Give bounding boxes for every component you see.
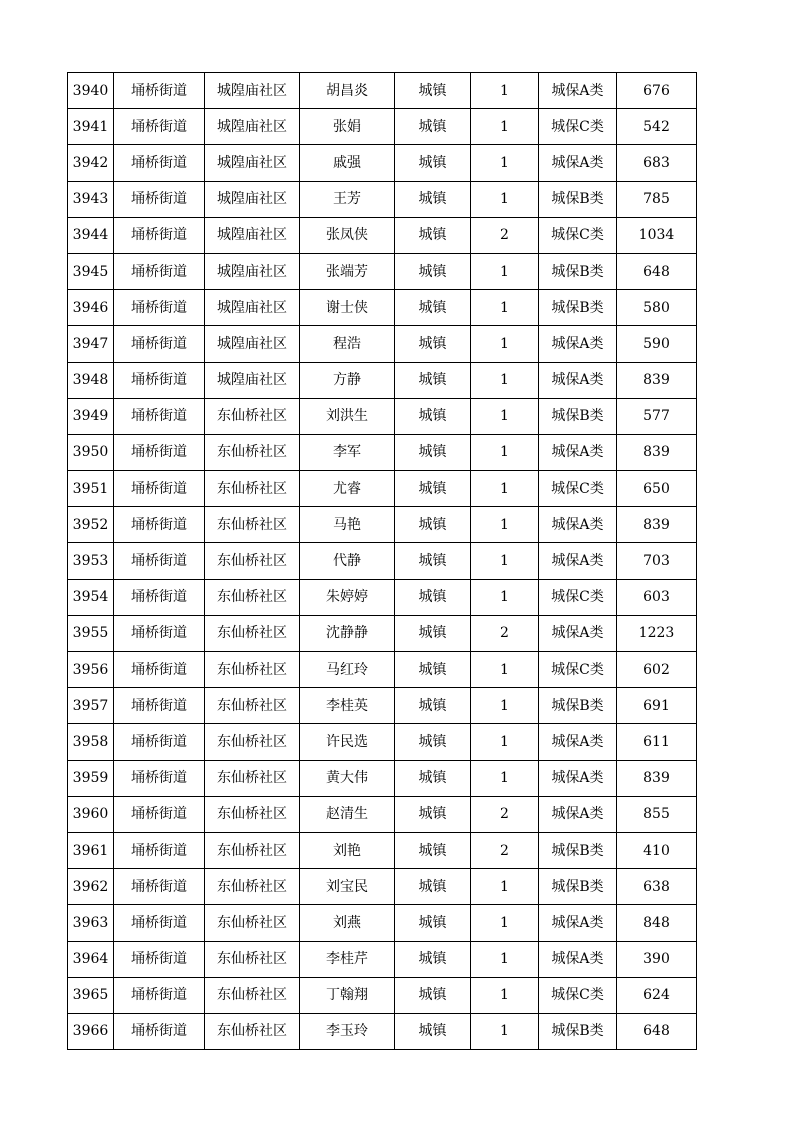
amount-cell: 839 [617, 434, 697, 470]
record-number-cell: 3944 [68, 217, 114, 253]
community-cell: 东仙桥社区 [205, 615, 300, 651]
community-cell: 城隍庙社区 [205, 145, 300, 181]
community-cell: 城隍庙社区 [205, 181, 300, 217]
amount-cell: 839 [617, 362, 697, 398]
street-cell: 埇桥街道 [114, 507, 205, 543]
amount-cell: 542 [617, 109, 697, 145]
household-type-cell: 城镇 [395, 615, 471, 651]
community-cell: 东仙桥社区 [205, 652, 300, 688]
name-cell: 李玉玲 [300, 1013, 395, 1049]
record-number-cell: 3941 [68, 109, 114, 145]
street-cell: 埇桥街道 [114, 434, 205, 470]
household-type-cell: 城镇 [395, 869, 471, 905]
street-cell: 埇桥街道 [114, 977, 205, 1013]
table-row [68, 977, 697, 1013]
street-cell: 埇桥街道 [114, 1013, 205, 1049]
member-count-cell: 1 [471, 1013, 539, 1049]
street-cell: 埇桥街道 [114, 796, 205, 832]
category-cell: 城保B类 [539, 869, 617, 905]
community-cell: 城隍庙社区 [205, 217, 300, 253]
amount-cell: 839 [617, 507, 697, 543]
community-cell: 东仙桥社区 [205, 832, 300, 868]
record-number-cell: 3954 [68, 579, 114, 615]
household-type-cell: 城镇 [395, 796, 471, 832]
record-number-cell: 3946 [68, 290, 114, 326]
record-number-cell: 3960 [68, 796, 114, 832]
street-cell: 埇桥街道 [114, 181, 205, 217]
street-cell: 埇桥街道 [114, 579, 205, 615]
amount-cell: 648 [617, 1013, 697, 1049]
street-cell: 埇桥街道 [114, 941, 205, 977]
record-number-cell: 3963 [68, 905, 114, 941]
table-row [68, 434, 697, 470]
community-cell: 东仙桥社区 [205, 398, 300, 434]
street-cell: 埇桥街道 [114, 326, 205, 362]
amount-cell: 590 [617, 326, 697, 362]
community-cell: 城隍庙社区 [205, 253, 300, 289]
member-count-cell: 1 [471, 579, 539, 615]
amount-cell: 602 [617, 652, 697, 688]
member-count-cell: 1 [471, 905, 539, 941]
record-number-cell: 3953 [68, 543, 114, 579]
name-cell: 刘宝民 [300, 869, 395, 905]
community-cell: 东仙桥社区 [205, 434, 300, 470]
record-number-cell: 3962 [68, 869, 114, 905]
street-cell: 埇桥街道 [114, 253, 205, 289]
record-number-cell: 3947 [68, 326, 114, 362]
household-type-cell: 城镇 [395, 905, 471, 941]
table-row [68, 471, 697, 507]
category-cell: 城保B类 [539, 1013, 617, 1049]
name-cell: 赵清生 [300, 796, 395, 832]
table-row [68, 579, 697, 615]
category-cell: 城保B类 [539, 253, 617, 289]
record-number-cell: 3956 [68, 652, 114, 688]
table-row [68, 832, 697, 868]
amount-cell: 638 [617, 869, 697, 905]
category-cell: 城保A类 [539, 724, 617, 760]
category-cell: 城保B类 [539, 290, 617, 326]
community-cell: 东仙桥社区 [205, 905, 300, 941]
member-count-cell: 1 [471, 869, 539, 905]
name-cell: 戚强 [300, 145, 395, 181]
table-row [68, 869, 697, 905]
table-row [68, 217, 697, 253]
household-type-cell: 城镇 [395, 760, 471, 796]
name-cell: 张凤侠 [300, 217, 395, 253]
household-type-cell: 城镇 [395, 471, 471, 507]
category-cell: 城保A类 [539, 796, 617, 832]
name-cell: 刘艳 [300, 832, 395, 868]
community-cell: 东仙桥社区 [205, 760, 300, 796]
household-type-cell: 城镇 [395, 724, 471, 760]
table-row [68, 543, 697, 579]
community-cell: 城隍庙社区 [205, 73, 300, 109]
category-cell: 城保C类 [539, 652, 617, 688]
amount-cell: 848 [617, 905, 697, 941]
member-count-cell: 1 [471, 760, 539, 796]
member-count-cell: 1 [471, 941, 539, 977]
category-cell: 城保A类 [539, 760, 617, 796]
name-cell: 刘洪生 [300, 398, 395, 434]
member-count-cell: 2 [471, 217, 539, 253]
amount-cell: 1223 [617, 615, 697, 651]
amount-cell: 703 [617, 543, 697, 579]
category-cell: 城保C类 [539, 109, 617, 145]
household-type-cell: 城镇 [395, 217, 471, 253]
household-type-cell: 城镇 [395, 507, 471, 543]
community-cell: 东仙桥社区 [205, 688, 300, 724]
household-type-cell: 城镇 [395, 832, 471, 868]
household-type-cell: 城镇 [395, 290, 471, 326]
name-cell: 马艳 [300, 507, 395, 543]
household-type-cell: 城镇 [395, 145, 471, 181]
record-number-cell: 3955 [68, 615, 114, 651]
community-cell: 城隍庙社区 [205, 290, 300, 326]
table-row [68, 905, 697, 941]
member-count-cell: 1 [471, 253, 539, 289]
member-count-cell: 1 [471, 398, 539, 434]
amount-cell: 1034 [617, 217, 697, 253]
table-row [68, 941, 697, 977]
member-count-cell: 1 [471, 362, 539, 398]
street-cell: 埇桥街道 [114, 471, 205, 507]
category-cell: 城保A类 [539, 326, 617, 362]
amount-cell: 676 [617, 73, 697, 109]
community-cell: 东仙桥社区 [205, 579, 300, 615]
category-cell: 城保B类 [539, 688, 617, 724]
household-type-cell: 城镇 [395, 1013, 471, 1049]
record-number-cell: 3950 [68, 434, 114, 470]
community-cell: 东仙桥社区 [205, 941, 300, 977]
household-type-cell: 城镇 [395, 543, 471, 579]
table-row [68, 73, 697, 109]
name-cell: 代静 [300, 543, 395, 579]
table-row [68, 326, 697, 362]
category-cell: 城保C类 [539, 579, 617, 615]
name-cell: 朱婷婷 [300, 579, 395, 615]
member-count-cell: 2 [471, 796, 539, 832]
community-cell: 东仙桥社区 [205, 869, 300, 905]
category-cell: 城保B类 [539, 181, 617, 217]
amount-cell: 650 [617, 471, 697, 507]
amount-cell: 577 [617, 398, 697, 434]
street-cell: 埇桥街道 [114, 869, 205, 905]
record-number-cell: 3945 [68, 253, 114, 289]
street-cell: 埇桥街道 [114, 905, 205, 941]
record-number-cell: 3966 [68, 1013, 114, 1049]
category-cell: 城保A类 [539, 362, 617, 398]
record-number-cell: 3964 [68, 941, 114, 977]
member-count-cell: 1 [471, 434, 539, 470]
household-type-cell: 城镇 [395, 941, 471, 977]
name-cell: 方静 [300, 362, 395, 398]
community-cell: 东仙桥社区 [205, 796, 300, 832]
member-count-cell: 1 [471, 326, 539, 362]
household-type-cell: 城镇 [395, 579, 471, 615]
amount-cell: 624 [617, 977, 697, 1013]
name-cell: 张娟 [300, 109, 395, 145]
household-type-cell: 城镇 [395, 73, 471, 109]
category-cell: 城保C类 [539, 217, 617, 253]
category-cell: 城保A类 [539, 941, 617, 977]
street-cell: 埇桥街道 [114, 724, 205, 760]
street-cell: 埇桥街道 [114, 760, 205, 796]
member-count-cell: 1 [471, 724, 539, 760]
name-cell: 张端芳 [300, 253, 395, 289]
member-count-cell: 1 [471, 977, 539, 1013]
household-type-cell: 城镇 [395, 326, 471, 362]
name-cell: 谢士侠 [300, 290, 395, 326]
household-type-cell: 城镇 [395, 362, 471, 398]
name-cell: 王芳 [300, 181, 395, 217]
household-type-cell: 城镇 [395, 977, 471, 1013]
member-count-cell: 1 [471, 507, 539, 543]
member-count-cell: 2 [471, 832, 539, 868]
member-count-cell: 1 [471, 145, 539, 181]
household-type-cell: 城镇 [395, 434, 471, 470]
amount-cell: 390 [617, 941, 697, 977]
amount-cell: 855 [617, 796, 697, 832]
amount-cell: 839 [617, 760, 697, 796]
table-body [68, 73, 697, 1050]
community-cell: 东仙桥社区 [205, 1013, 300, 1049]
table-row [68, 724, 697, 760]
record-number-cell: 3943 [68, 181, 114, 217]
member-count-cell: 1 [471, 73, 539, 109]
table-row [68, 362, 697, 398]
street-cell: 埇桥街道 [114, 615, 205, 651]
amount-cell: 410 [617, 832, 697, 868]
household-type-cell: 城镇 [395, 253, 471, 289]
household-type-cell: 城镇 [395, 688, 471, 724]
community-cell: 东仙桥社区 [205, 543, 300, 579]
member-count-cell: 1 [471, 181, 539, 217]
record-number-cell: 3961 [68, 832, 114, 868]
street-cell: 埇桥街道 [114, 109, 205, 145]
table-row [68, 253, 697, 289]
record-number-cell: 3965 [68, 977, 114, 1013]
street-cell: 埇桥街道 [114, 217, 205, 253]
member-count-cell: 1 [471, 290, 539, 326]
household-type-cell: 城镇 [395, 181, 471, 217]
table-row [68, 507, 697, 543]
amount-cell: 683 [617, 145, 697, 181]
category-cell: 城保A类 [539, 145, 617, 181]
name-cell: 沈静静 [300, 615, 395, 651]
table-row [68, 181, 697, 217]
household-type-cell: 城镇 [395, 398, 471, 434]
street-cell: 埇桥街道 [114, 398, 205, 434]
table-row [68, 652, 697, 688]
name-cell: 许民选 [300, 724, 395, 760]
street-cell: 埇桥街道 [114, 73, 205, 109]
amount-cell: 648 [617, 253, 697, 289]
street-cell: 埇桥街道 [114, 290, 205, 326]
street-cell: 埇桥街道 [114, 688, 205, 724]
community-cell: 东仙桥社区 [205, 471, 300, 507]
amount-cell: 785 [617, 181, 697, 217]
name-cell: 马红玲 [300, 652, 395, 688]
name-cell: 尤睿 [300, 471, 395, 507]
member-count-cell: 1 [471, 652, 539, 688]
name-cell: 黄大伟 [300, 760, 395, 796]
name-cell: 李桂芹 [300, 941, 395, 977]
name-cell: 李桂英 [300, 688, 395, 724]
member-count-cell: 2 [471, 615, 539, 651]
member-count-cell: 1 [471, 543, 539, 579]
amount-cell: 580 [617, 290, 697, 326]
name-cell: 胡昌炎 [300, 73, 395, 109]
member-count-cell: 1 [471, 109, 539, 145]
household-type-cell: 城镇 [395, 109, 471, 145]
table-row [68, 145, 697, 181]
street-cell: 埇桥街道 [114, 832, 205, 868]
street-cell: 埇桥街道 [114, 362, 205, 398]
community-cell: 城隍庙社区 [205, 109, 300, 145]
category-cell: 城保B类 [539, 832, 617, 868]
street-cell: 埇桥街道 [114, 652, 205, 688]
table-row [68, 796, 697, 832]
table-row [68, 1013, 697, 1049]
community-cell: 城隍庙社区 [205, 362, 300, 398]
table-row [68, 109, 697, 145]
record-number-cell: 3958 [68, 724, 114, 760]
amount-cell: 603 [617, 579, 697, 615]
table-row [68, 615, 697, 651]
member-count-cell: 1 [471, 471, 539, 507]
community-cell: 东仙桥社区 [205, 507, 300, 543]
record-number-cell: 3952 [68, 507, 114, 543]
name-cell: 丁翰翔 [300, 977, 395, 1013]
record-number-cell: 3948 [68, 362, 114, 398]
table-row [68, 760, 697, 796]
category-cell: 城保A类 [539, 615, 617, 651]
member-count-cell: 1 [471, 688, 539, 724]
community-cell: 东仙桥社区 [205, 977, 300, 1013]
name-cell: 李军 [300, 434, 395, 470]
category-cell: 城保C类 [539, 471, 617, 507]
record-number-cell: 3959 [68, 760, 114, 796]
table-row [68, 688, 697, 724]
record-number-cell: 3951 [68, 471, 114, 507]
category-cell: 城保A类 [539, 543, 617, 579]
amount-cell: 691 [617, 688, 697, 724]
street-cell: 埇桥街道 [114, 543, 205, 579]
table-row [68, 398, 697, 434]
category-cell: 城保A类 [539, 905, 617, 941]
record-number-cell: 3942 [68, 145, 114, 181]
category-cell: 城保A类 [539, 507, 617, 543]
community-cell: 城隍庙社区 [205, 326, 300, 362]
table-row [68, 290, 697, 326]
record-number-cell: 3940 [68, 73, 114, 109]
record-number-cell: 3949 [68, 398, 114, 434]
name-cell: 刘燕 [300, 905, 395, 941]
beneficiary-table [67, 72, 697, 1050]
category-cell: 城保C类 [539, 977, 617, 1013]
category-cell: 城保A类 [539, 434, 617, 470]
community-cell: 东仙桥社区 [205, 724, 300, 760]
name-cell: 程浩 [300, 326, 395, 362]
household-type-cell: 城镇 [395, 652, 471, 688]
record-number-cell: 3957 [68, 688, 114, 724]
category-cell: 城保B类 [539, 398, 617, 434]
category-cell: 城保A类 [539, 73, 617, 109]
amount-cell: 611 [617, 724, 697, 760]
street-cell: 埇桥街道 [114, 145, 205, 181]
